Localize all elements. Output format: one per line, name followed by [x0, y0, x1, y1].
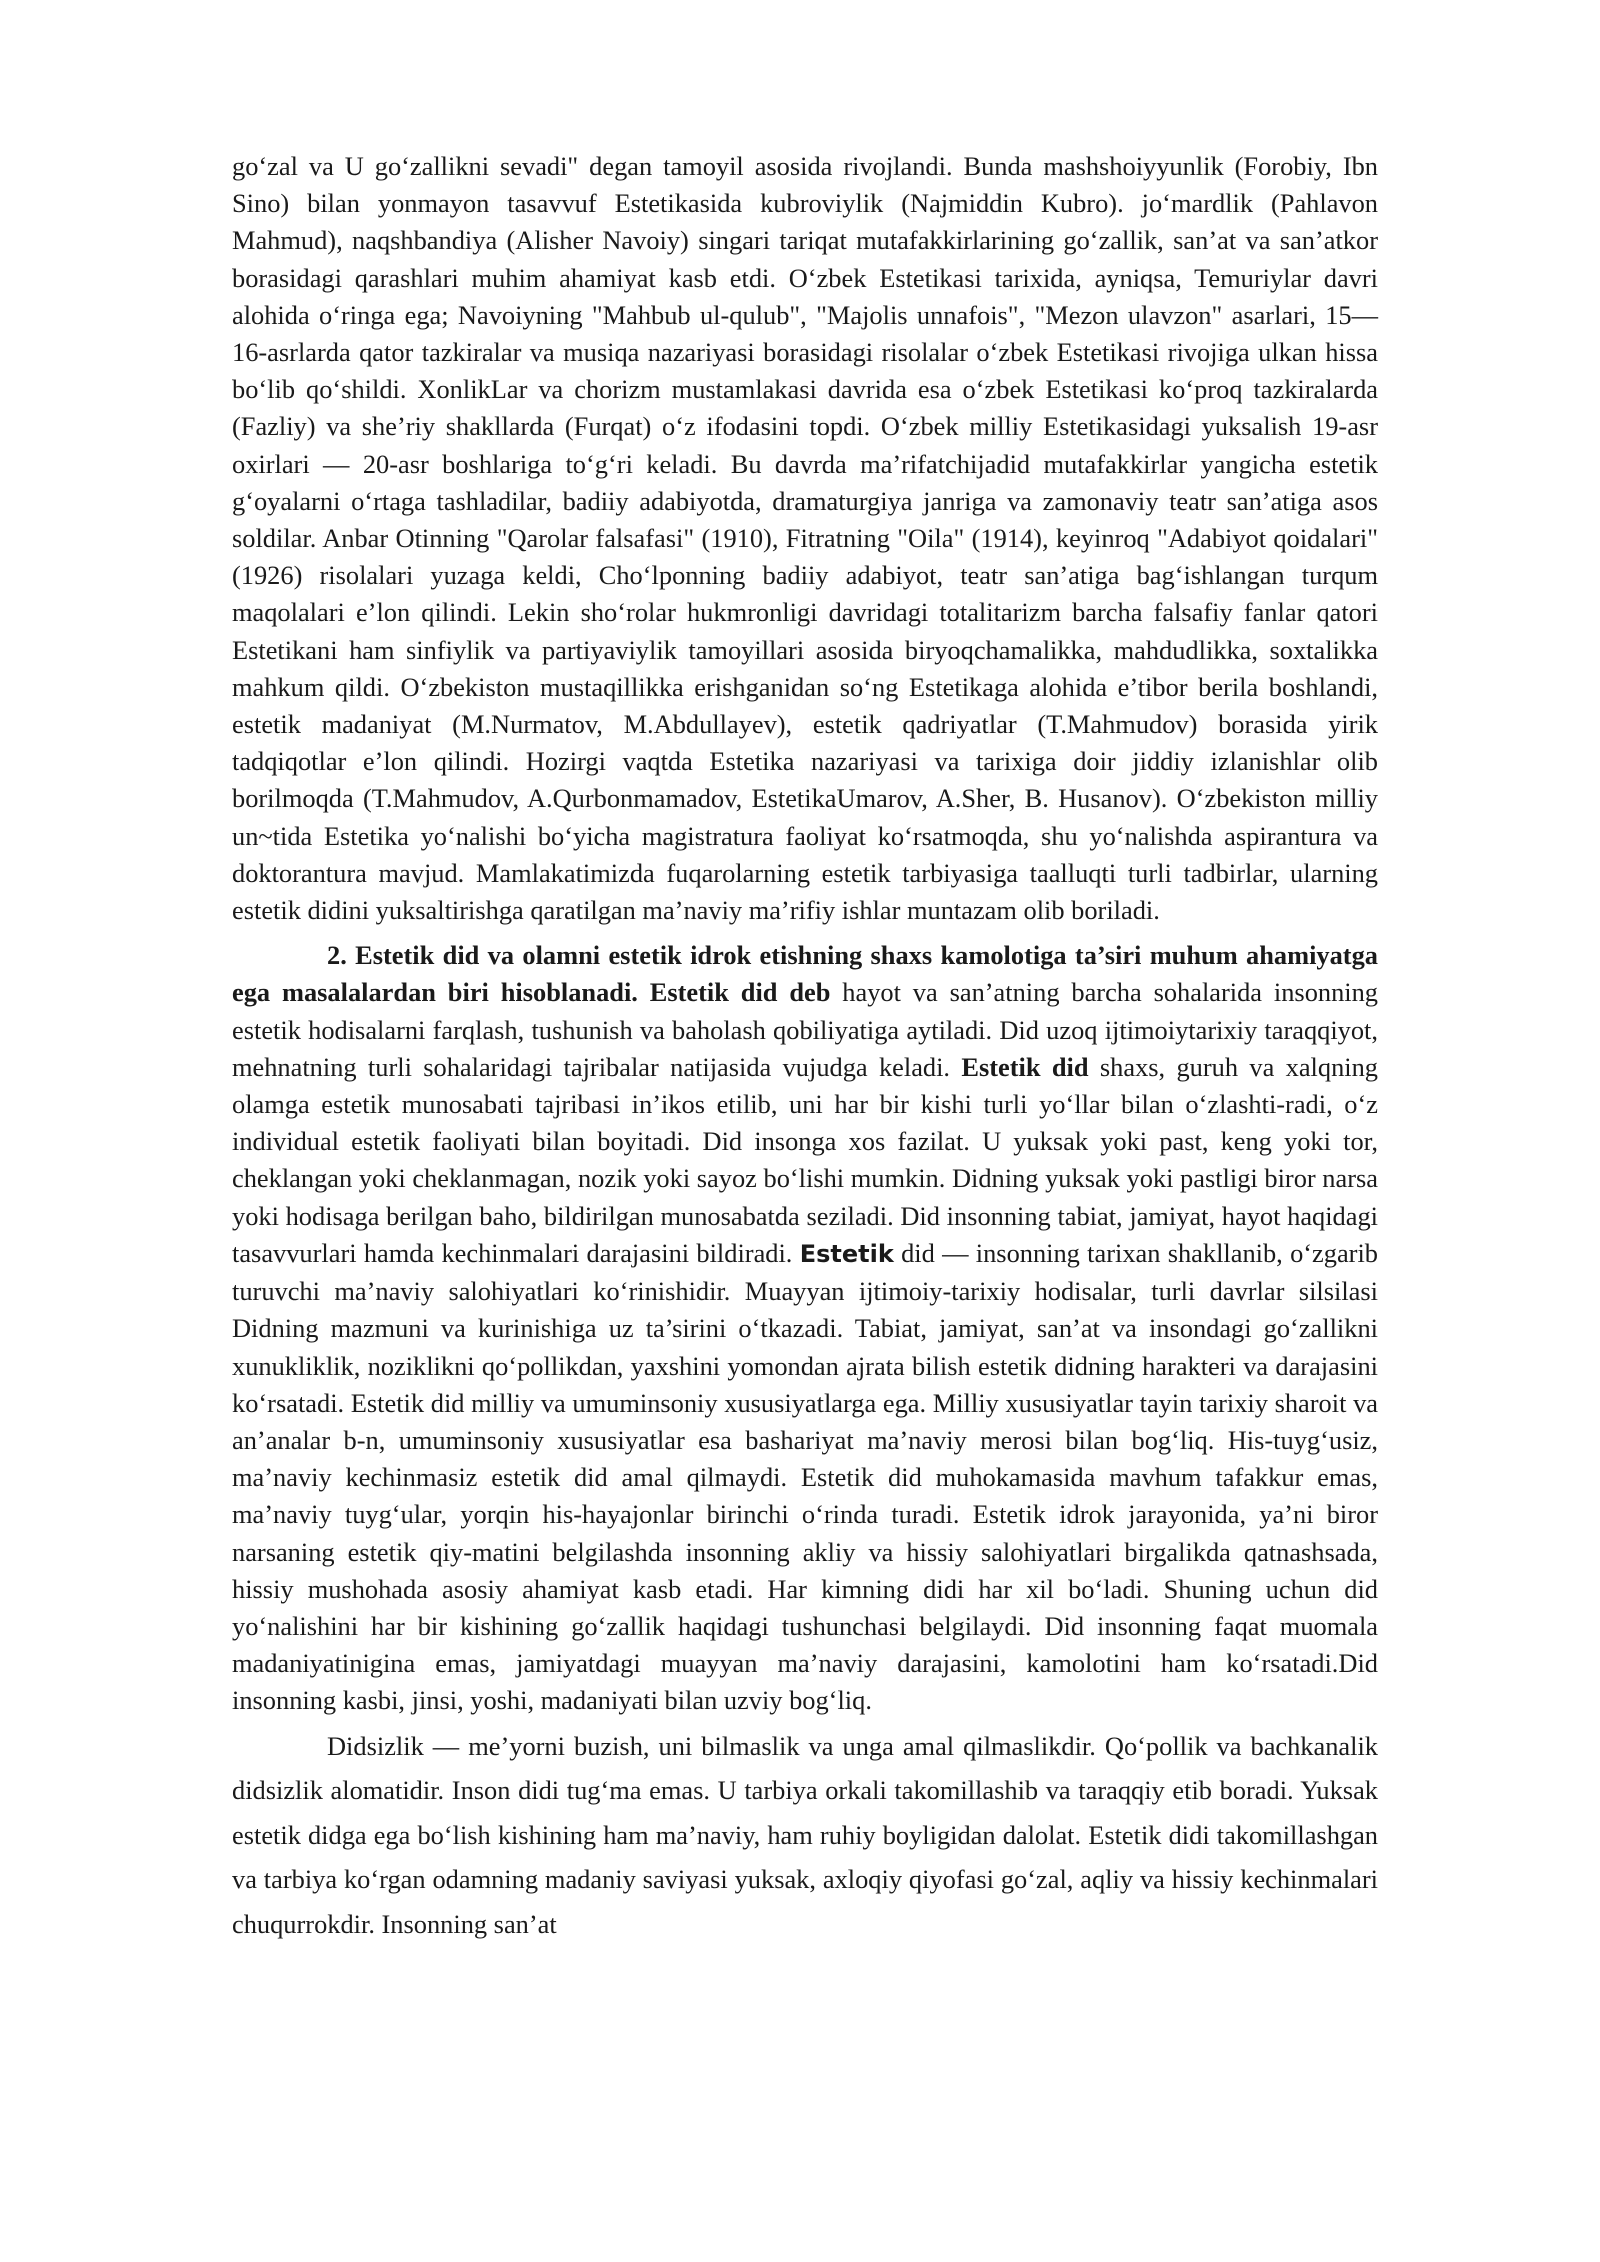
document-page [232, 148, 1378, 1946]
paragraph-text-segment: hayot va san’atning barcha sohalarida insonning estetik hodisalarni farqlash, tushunish va baholash qobiliyatiga aytiladi. Did uzoq ijtimoiytarixiy taraqqiyot, mehnatning turli sohalaridagi tajribalar natijasida vujudga keladi. [232, 977, 1379, 1082]
paragraph-aesthetic-taste [232, 937, 1378, 1719]
paragraph-tastelessness: Didsizlik — me’yorni buzish, uni bilmaslik va unga amal qilmaslikdir. Qo‘pollik va bachkanalik didsizlik alomatidir. Inson didi tug‘ma emas. U tarbiya orkali takomillashib va taraqqiy etib boradi. Yuksak estetik didga ega bo‘lish kishining ham ma’naviy, ham ruhiy boyligidan dalolat. Estetik didi takomillashgan va tarbiya ko‘rgan odamning madaniy saviyasi yuksak, axloqiy qiyofasi go‘zal, aqliy va hissiy kechinmalari chuqurrokdir. Insonning san’at [232, 1730, 1378, 1939]
bold-term: Estetik did [961, 1051, 1089, 1082]
paragraph-aesthetics-history: go‘zal va U go‘zallikni sevadi" degan tamoyil asosida rivojlandi. Bunda mashshoiyyunlik (Forobiy, Ibn Sino) bilan yonmayon tasavvuf Estetikasida kubroviylik (Najmiddin Kubro). jo‘mardlik (Pahlavon Mahmud), naqshbandiya (Alisher Navoiy) singari tariqat mutafakkirlarining go‘zallik, san’at va san’atkor borasidagi qarashlari muhim ahamiyat kasb etdi. O‘zbek Estetikasi tarixida, ayniqsa, Temuriylar davri alohida o‘ringa ega; Navoiyning "Mahbub ul-qulub", "Majolis unnafois", "Mezon ulavzon" asarlari, 15—16-asrlarda qator tazkiralar va musiqa nazariyasi borasidagi risolalar o‘zbek Estetikasi rivojiga ulkan hissa bo‘lib qo‘shildi. XonlikLar va chorizm mustamlakasi davrida esa o‘zbek Estetikasi ko‘proq tazkiralarda (Fazliy) va she’riy shakllarda (Furqat) o‘z ifodasini topdi. O‘zbek milliy Estetikasidagi yuksalish 19-asr oxirlari — 20-asr boshlariga to‘g‘ri keladi. Bu davrda ma’rifatchijadid mutafakkirlar yangicha estetik g‘oyalarni o‘rtaga tashladilar, badiiy adabiyotda, dramaturgiya janriga va zamonaviy teatr san’atiga asos soldilar. Anbar Otinning "Qarolar falsafasi" (1910), Fitratning "Oila" (1914), keyinroq "Adabiyot qoidalari" (1926) risolalari yuzaga keldi, Cho‘lponning badiiy adabiyot, teatr san’atiga bag‘ishlangan turqum maqolalari e’lon qilindi. Lekin sho‘rolar hukmronligi davridagi totalitarizm barcha falsafiy fanlar qatori Estetikani ham sinfiylik va partiyaviylik tamoyillari asosida biryoqchamalikka, mahdudlikka, soxtalikka mahkum qildi. O‘zbekiston mustaqillikka erishganidan so‘ng Estetikaga alohida e’tibor berila boshlandi, estetik madaniyat (M.Nurmatov, M.Abdullayev), estetik qadriyatlar (T.Mahmudov) borasida yirik tadqiqotlar e’lon qilindi. Hozirgi vaqtda Estetika nazariyasi va tarixiga doir jiddiy izlanishlar olib borilmoqda (T.Mahmudov, A.Qurbonmamadov, EstetikaUmarov, A.Sher, B. Husanov). O‘zbekiston milliy un~tida Estetika yo‘nalishi bo‘yicha magistratura faoliyat ko‘rsatmoqda, shu yo‘nalishda aspirantura va doktorantura mavjud. Mamlakatimizda fuqarolarning estetik tarbiyasiga taalluqti turli tadbirlar, ularning estetik didini yuksaltirishga qaratilgan ma’naviy ma’rifiy ishlar muntazam olib boriladi. [232, 151, 1378, 926]
section-heading-bold: 2. Estetik did va olamni estetik idrok etishning shaxs kamolotiga ta’siri muhum ahamiyatga ega masalalardan biri hisoblanadi. Estetik did deb [232, 940, 1378, 1008]
paragraph-text-segment: did — insonning tarixan shakllanib, o‘zgarib turuvchi ma’naviy salohiyatlari ko‘rinishidir. Muayyan ijtimoiy-tarixiy hodisalar, turli davrlar silsilasi Didning mazmuni va kurinishiga uz ta’sirini o‘tkazadi. Tabiat, jamiyat, san’at va insondagi go‘zallikni xunukliklik, noziklikni qo‘pollikdan, yaxshini yomondan ajrata bilish estetik didning harakteri va darajasini ko‘rsatadi. Estetik did milliy va umuminsoniy xususiyatlarga ega. Milliy xususiyatlar tayin tarixiy sharoit va an’analar b-n, umuminsoniy xususiyatlar esa bashariyat ma’naviy merosi bilan bog‘liq. His-tuyg‘usiz, ma’naviy kechinmasiz estetik did amal qilmaydi. Estetik did muhokamasida mavhum tafakkur emas, ma’naviy tuyg‘ular, yorqin his-hayajonlar birinchi o‘rinda turadi. Estetik idrok jarayonida, ya’ni biror narsaning estetik qiy-matini belgilashda insonning akliy va hissiy salohiyatlari birgalikda qatnashsada, hissiy mushohada asosiy ahamiyat kasb etadi. Har kimning didi har xil bo‘ladi. Shuning uchun did yo‘nalishini har bir kishining go‘zallik haqidagi tushunchasi belgilaydi. Did insonning faqat muomala madaniyatinigina emas, jamiyatdagi muayyan ma’naviy darajasini, kamolotini ham ko‘rsatadi.Did insonning kasbi, jinsi, yoshi, madaniyati bilan uzviy bog‘liq. [232, 1237, 1378, 1716]
bold-term: Estetik [799, 1239, 894, 1268]
paragraph-text-segment: shaxs, guruh va xalqning olamga estetik munosabati tajribasi in’ikos etilib, uni har bir kishi turli yo‘llar bilan o‘zlashti-radi, o‘z individual estetik faoliyati bilan boyitadi. Did insonga xos fazilat. U yuksak yoki past, keng yoki tor, cheklangan yoki cheklanmagan, nozik yoki sayoz bo‘lishi mumkin. Didning yuksak yoki pastligi biror narsa yoki hodisaga berilgan baho, bildirilgan munosabatda seziladi. Did insonning tabiat, jamiyat, hayot haqidagi tasavvurlari hamda kechinmalari darajasini bildiradi. [232, 1051, 1378, 1268]
